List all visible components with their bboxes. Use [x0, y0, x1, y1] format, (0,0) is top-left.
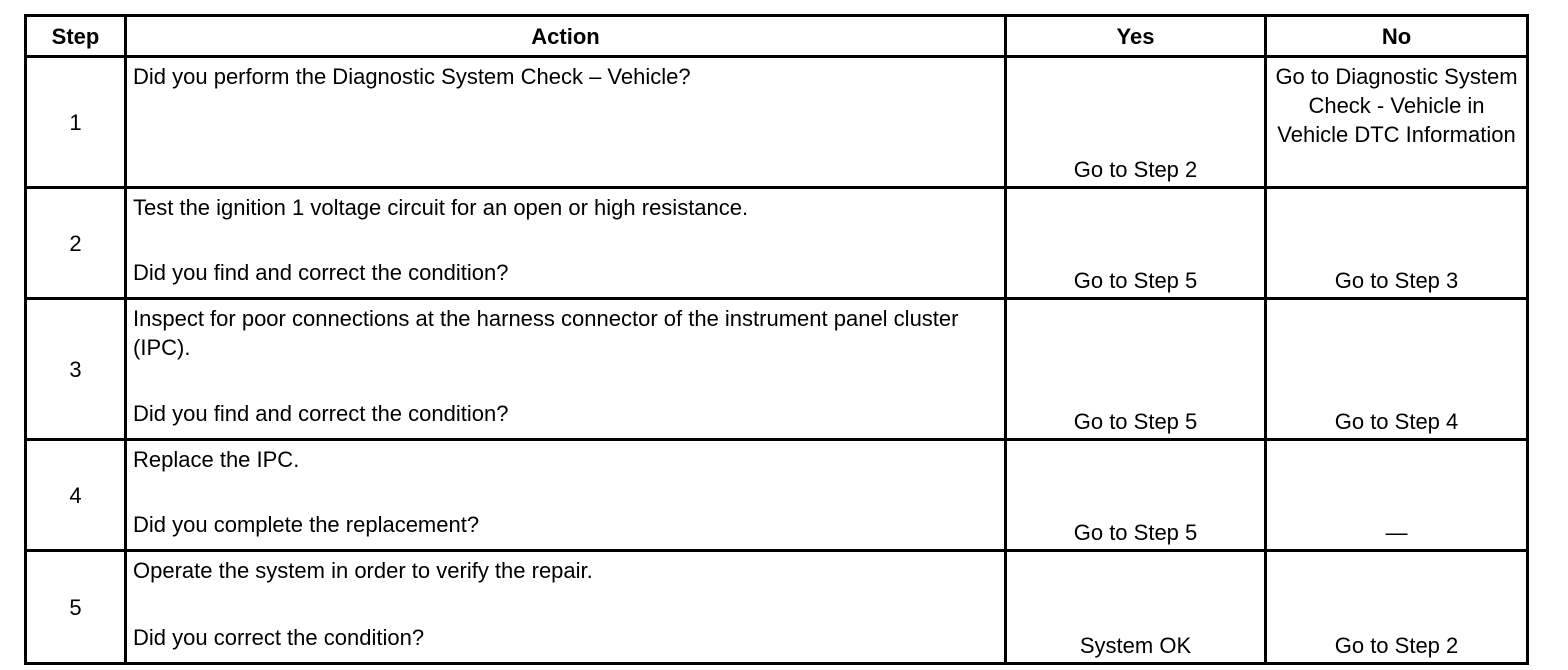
no-cell: Go to Step 4: [1266, 299, 1528, 440]
action-text: Operate the system in order to verify the repair.: [133, 558, 593, 583]
yes-cell: Go to Step 5: [1006, 299, 1266, 440]
yes-cell: System OK: [1006, 551, 1266, 664]
diagnostic-table-container: [24, 14, 1526, 665]
yes-cell: Go to Step 5: [1006, 188, 1266, 299]
table-header-row: [26, 16, 1528, 57]
table-row: [26, 188, 1528, 299]
action-cell: [126, 188, 1006, 299]
yes-cell: Go to Step 5: [1006, 440, 1266, 551]
step-number: 4: [26, 440, 126, 551]
action-text: Replace the IPC.: [133, 447, 300, 472]
no-cell: —: [1266, 440, 1528, 551]
yes-cell: Go to Step 2: [1006, 57, 1266, 188]
no-cell: Go to Step 3: [1266, 188, 1528, 299]
header-yes: Yes: [1006, 16, 1266, 57]
step-number: 2: [26, 188, 126, 299]
table-row: [26, 440, 1528, 551]
header-action: Action: [126, 16, 1006, 57]
action-cell: [126, 440, 1006, 551]
no-cell: Go to Step 2: [1266, 551, 1528, 664]
table-row: [26, 551, 1528, 664]
step-number: 1: [26, 57, 126, 188]
header-step: Step: [26, 16, 126, 57]
action-text: Did you perform the Diagnostic System Check – Vehicle?: [133, 64, 691, 89]
action-cell: [126, 57, 1006, 188]
no-cell: Go to Diagnostic System Check - Vehicle in Vehicle DTC Information: [1266, 57, 1528, 188]
action-cell: [126, 299, 1006, 440]
step-number: 5: [26, 551, 126, 664]
table-row: [26, 57, 1528, 188]
action-text: Inspect for poor connections at the harness connector of the instrument panel cluster (IPC).: [133, 306, 959, 360]
action-question: Did you find and correct the condition?: [133, 401, 509, 426]
diagnostic-table: [24, 14, 1529, 665]
action-text: Test the ignition 1 voltage circuit for an open or high resistance.: [133, 195, 749, 220]
action-question: Did you complete the replacement?: [133, 512, 480, 537]
header-no: No: [1266, 16, 1528, 57]
table-row: [26, 299, 1528, 440]
action-cell: [126, 551, 1006, 664]
step-number: 3: [26, 299, 126, 440]
action-question: Did you find and correct the condition?: [133, 260, 509, 285]
action-question: Did you correct the condition?: [133, 625, 425, 650]
